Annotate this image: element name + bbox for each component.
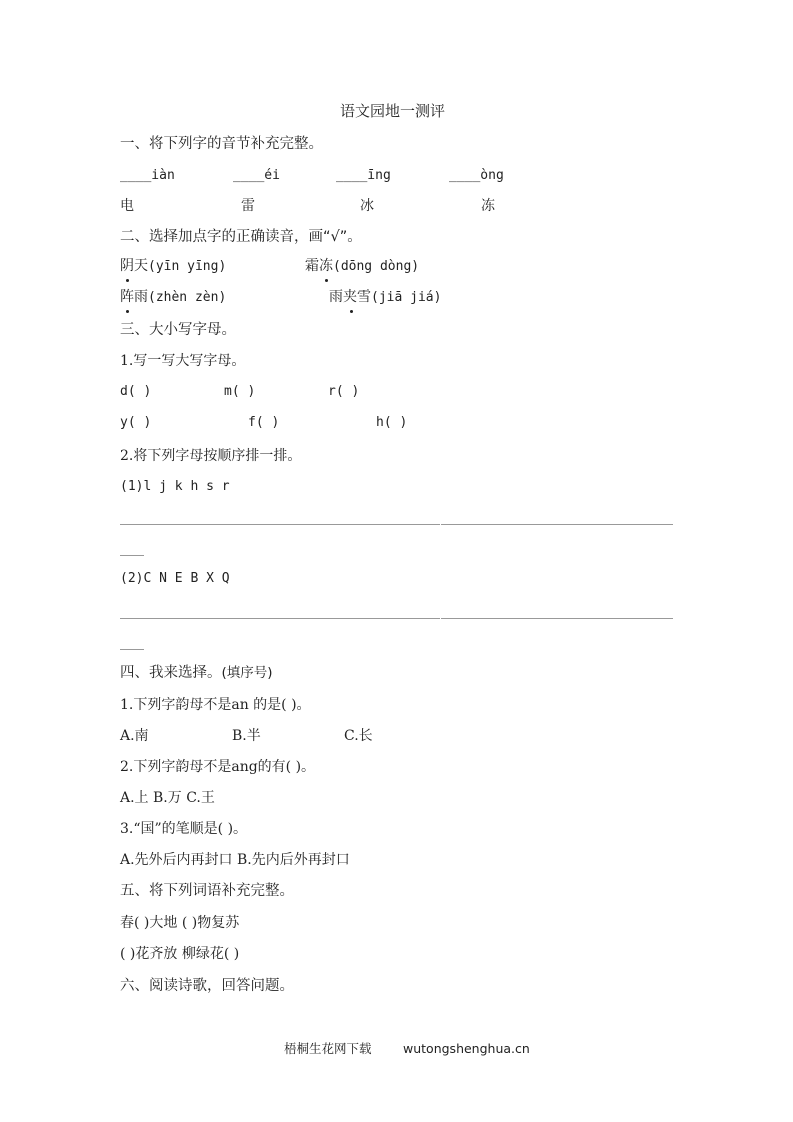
- emphasis-dot: [126, 279, 129, 282]
- question-4-3-options: A.先外后内再封口 B.先内后外再封口: [120, 852, 350, 868]
- letter-blank-d: d( ): [120, 384, 152, 399]
- option-b: B.半: [232, 728, 261, 744]
- question-4-3: 3.“国”的笔顺是( )。: [120, 821, 248, 837]
- answer-line: [120, 618, 440, 619]
- char-4: 冻: [481, 198, 495, 214]
- question-4-1: 1.下列字韵母不是an 的是( )。: [120, 697, 311, 713]
- reading-item-3: [120, 287, 226, 308]
- section-4-hint: (填序号): [221, 665, 273, 681]
- reading-item-1: [120, 256, 226, 277]
- letter-blank-f: f( ): [248, 415, 280, 430]
- page-title: 语文园地一测评: [340, 102, 446, 120]
- footer-url[interactable]: wutongshenghua.cn: [403, 1041, 530, 1056]
- reading-options: (dōng dòng): [333, 259, 420, 274]
- emphasis-dot: [350, 310, 353, 313]
- char-2: 雷: [241, 198, 255, 214]
- letter-sequence-1: (1)l j k h s r: [120, 479, 230, 494]
- option-a: A.南: [120, 728, 149, 744]
- question-4-2: 2.下列字韵母不是ang的有( )。: [120, 759, 316, 775]
- reading-options: (yīn yīng): [148, 259, 227, 274]
- letter-blank-h: h( ): [376, 415, 408, 430]
- section-3-heading: 三、大小写字母。: [120, 322, 236, 338]
- pinyin-blank-2: ____éi: [233, 168, 280, 183]
- section-6-heading: 六、阅读诗歌，回答问题。: [120, 978, 294, 994]
- char-1: 电: [120, 198, 134, 214]
- reading-options: (zhèn zèn): [148, 290, 227, 305]
- pinyin-blank-3: ____īng: [336, 168, 391, 183]
- reading-word: 霜冻: [305, 258, 333, 274]
- section-4-heading: [120, 663, 273, 683]
- idiom-line-1: 春( )大地 ( )物复苏: [120, 915, 240, 931]
- section-1-heading: 一、将下列字的音节补充完整。: [120, 136, 323, 152]
- idiom-line-2: ( )花齐放 柳绿花( ): [120, 946, 240, 962]
- pinyin-blank-1: ____iàn: [120, 168, 175, 183]
- answer-line-tail: [120, 555, 144, 556]
- letter-sequence-2: (2)C N E B X Q: [120, 571, 230, 586]
- question-3-1: 1.写一写大写字母。: [120, 353, 246, 369]
- reading-item-4: [329, 287, 441, 308]
- reading-word: 阴天: [120, 258, 148, 274]
- question-4-2-options: A.上 B.万 C.王: [120, 790, 215, 806]
- option-c: C.长: [344, 728, 373, 744]
- answer-line: [120, 524, 440, 525]
- reading-word: 阵雨: [120, 289, 148, 305]
- pinyin-blank-4: ____òng: [449, 168, 504, 183]
- reading-options: (jiā jiá): [371, 290, 442, 305]
- answer-line: [441, 618, 673, 619]
- question-3-2: 2.将下列字母按顺序排一排。: [120, 448, 302, 464]
- reading-item-2: [305, 256, 419, 277]
- answer-line: [441, 524, 673, 525]
- emphasis-dot: [126, 310, 129, 313]
- section-5-heading: 五、将下列词语补充完整。: [120, 883, 294, 899]
- emphasis-dot: [325, 279, 328, 282]
- char-3: 冰: [360, 198, 374, 214]
- section-4-title: 四、我来选择。: [120, 665, 222, 681]
- section-2-heading: 二、选择加点字的正确读音，画“√”。: [120, 229, 362, 245]
- reading-word: 雨夹雪: [329, 289, 371, 305]
- letter-blank-y: y( ): [120, 415, 152, 430]
- answer-line-tail: [120, 649, 144, 650]
- footer-site-name: 梧桐生花网下载: [284, 1041, 372, 1056]
- letter-blank-r: r( ): [328, 384, 360, 399]
- letter-blank-m: m( ): [224, 384, 256, 399]
